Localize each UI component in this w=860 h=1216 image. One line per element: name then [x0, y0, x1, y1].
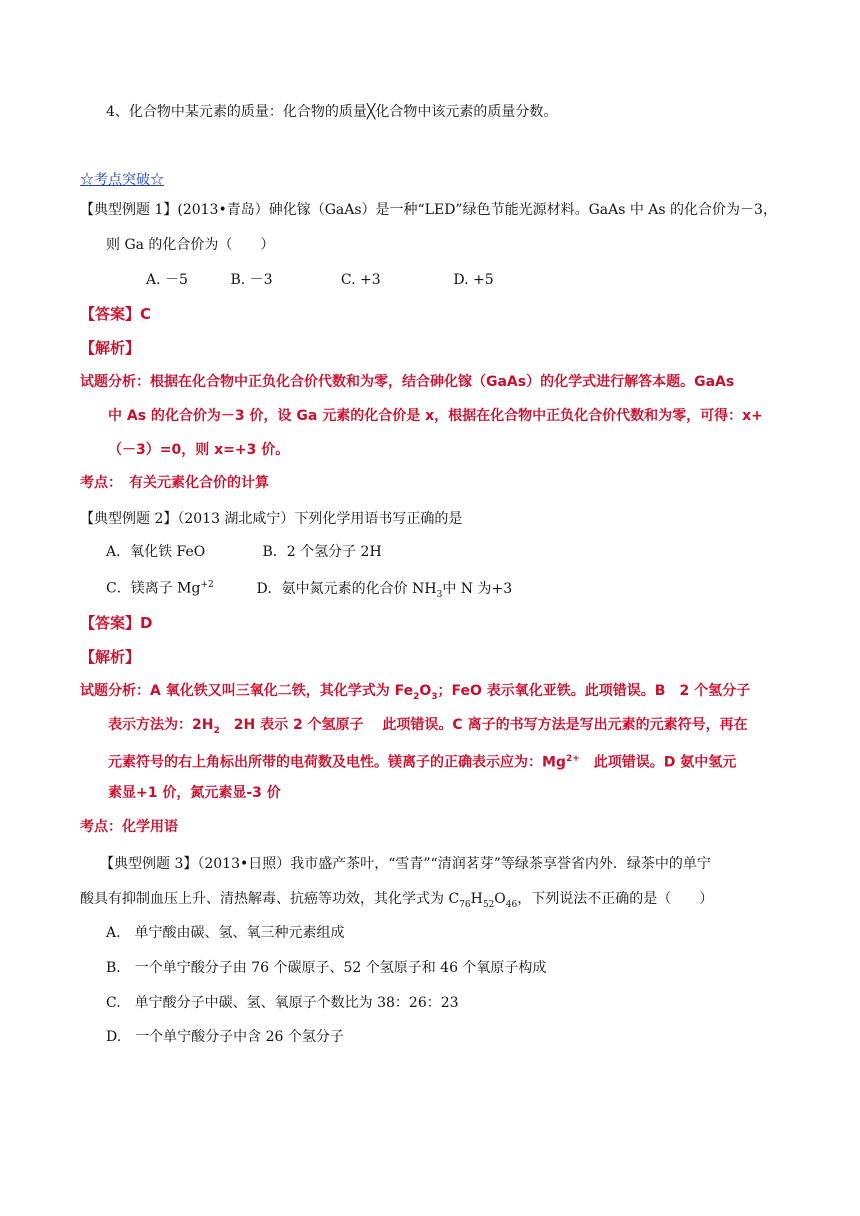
example-3-option-a: A. 单宁酸由碳、氢、氧三种元素组成 — [106, 925, 345, 941]
example-1-option-d: D. +5 — [453, 272, 494, 288]
example-3-option-c: C. 单宁酸分子中碳、氢、氧原子个数比为 38：26：23 — [106, 995, 459, 1011]
example-3-question-line-1: 【典型例题 3】（2013•日照）我市盛产茶叶，“雪青”“清润茗芽”等绿茶享誉省内外．绿茶中的单宁 — [100, 856, 711, 872]
example-1-answer: 【答案】C — [80, 305, 152, 323]
example-1-question-line-2: 则 Ga 的化合价为（ ） — [106, 237, 275, 253]
section-heading-link[interactable]: ☆考点突破☆ — [80, 172, 164, 188]
example-1-question-line-1: 【典型例题 1】(2013•青岛）砷化镓（GaAs）是一种“LED”绿色节能光源材料。GaAs 中 As 的化合价为－3， — [80, 202, 777, 218]
example-2-option-c: C．镁离子 $Mg^{+2}$ — [106, 580, 214, 597]
example-2-options-row-2 — [106, 575, 512, 604]
example-2-kaodian: 考点：化学用语 — [80, 819, 178, 835]
rule-4-text: 4、化合物中某元素的质量：化合物的质量╳化合物中该元素的质量分数。 — [106, 104, 558, 120]
example-2-option-d: D．氨中氮元素的化合价 $NH_3$中 N 为+3 — [256, 580, 513, 600]
example-1-analysis-line-2: 中 As 的化合价为－3 价，设 Ga 元素的化合价是 x，根据在化合物中正负化合价代数和为零，可得：x+ — [108, 408, 763, 424]
example-1-analysis-label: 【解析】 — [80, 339, 141, 357]
example-3-option-d: D. 一个单宁酸分子中含 26 个氢分子 — [106, 1029, 344, 1045]
example-1-kaodian: 考点： 有关元素化合价的计算 — [80, 475, 269, 491]
example-1-options — [146, 270, 494, 290]
example-2-answer: 【答案】D — [80, 614, 153, 632]
example-3-option-b: B. 一个单宁酸分子由 76 个碳原子、52 个氢原子和 46 个氧原子构成 — [106, 960, 547, 976]
example-2-analysis-line-2: 表示方法为：$2H_2$ 2H 表示 2 个氢原子 此项错误。C 离子的书写方法是写出元素的元素符号，再在 — [108, 717, 748, 736]
example-2-analysis-label: 【解析】 — [80, 648, 141, 666]
example-1-analysis-line-1: 试题分析：根据在化合物中正负化合价代数和为零，结合砷化镓（GaAs）的化学式进行解答本题。GaAs — [80, 374, 735, 390]
example-2-analysis-line-1: 试题分析：A 氧化铁又叫三氧化二铁，其化学式为 $Fe_2O_3$；FeO 表示氧化亚铁。此项错误。B 2 个氢分子 — [80, 683, 751, 702]
example-2-analysis-line-3: 元素符号的右上角标出所带的电荷数及电性。镁离子的正确表示应为：$Mg^{2+}$ 此项错误。D 氨中氢元 — [108, 754, 737, 771]
example-2-option-a: A．氧化铁 FeO — [106, 544, 206, 560]
example-1-option-a: A. －5 — [146, 272, 188, 288]
example-1-option-b: B. －3 — [230, 272, 273, 288]
example-1-analysis-line-3: （－3）=0，则 x=+3 价。 — [108, 442, 290, 458]
example-3-question-line-2: 酸具有抑制血压上升、清热解毒、抗癌等功效，其化学式为 $C_{76}H_{52}O_{46}$，下列说法不正确的是（ ） — [80, 891, 714, 910]
example-2-question: 【典型例题 2】（2013 湖北咸宁）下列化学用语书写正确的是 — [80, 511, 463, 527]
example-2-option-b: B．2 个氢分子 2H — [262, 544, 382, 560]
example-1-option-c: C. +3 — [340, 272, 381, 288]
example-2-analysis-line-4: 素显+1 价，氮元素显-3 价 — [108, 785, 281, 801]
example-2-options-row-1 — [106, 542, 382, 562]
